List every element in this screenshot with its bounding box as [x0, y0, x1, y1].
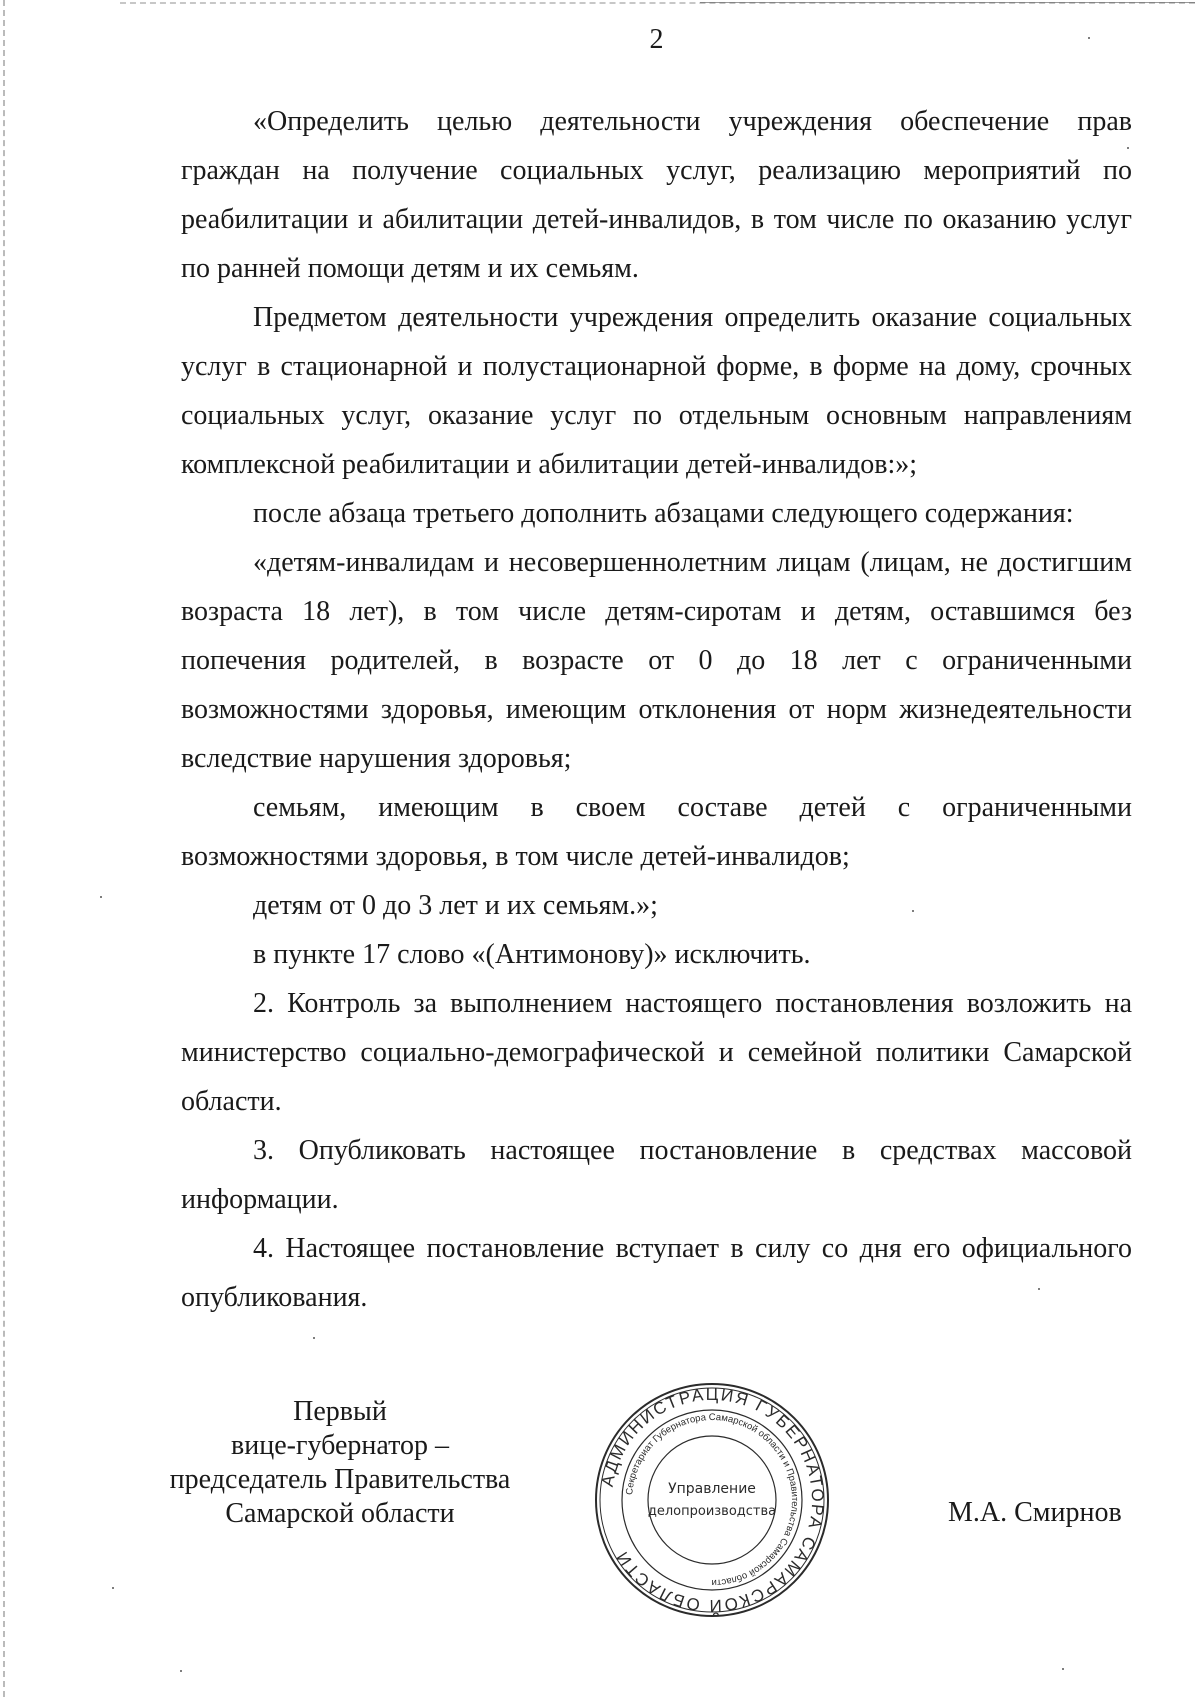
stamp-center-line: Управление [668, 1481, 756, 1497]
page-number: 2 [649, 24, 664, 55]
signatory-line: вице-губернатор – [231, 1430, 449, 1461]
paragraph-purpose: «Определить целью деятельности учреждения обеспечение прав граждан на получение социальных услуг, реализацию мероприятий по реабилитации и абилитации детей-инвалидов, в том числе по оказанию услуг по ранней помощи детям и их семьям. [181, 106, 1132, 284]
paragraph-effective: 4. Настоящее постановление вступает в силу со дня его официального опубликования. [181, 1233, 1132, 1313]
paragraph-families: семьям, имеющим в своем составе детей с ограниченными возможностями здоровья, в том числе детей-инвалидов; [181, 792, 1132, 872]
scan-speck [1038, 1288, 1040, 1290]
stamp-outer-text: АДМИНИСТРАЦИЯ ГУБЕРНАТОРА САМАРСКОЙ ОБЛАСТИ [597, 1384, 828, 1616]
scan-speck [1088, 37, 1090, 39]
scan-speck [1062, 1668, 1064, 1670]
stamp-inner-text: Секретариат Губернатора Самарской области и Правительства Самарской области [624, 1411, 801, 1589]
signatory-line: Первый [293, 1396, 387, 1427]
paragraph-subject: Предметом деятельности учреждения определить оказание социальных услуг в стационарной и полустационарной форме, в форме на дому, срочных социальных услуг, оказание услуг по отдельным основным направлениям комплексной реабилитации и абилитации детей-инвалидов:»; [181, 302, 1132, 480]
scan-speck [112, 1587, 114, 1589]
signatory-line: председатель Правительства [169, 1464, 511, 1495]
signatory-title [140, 1395, 540, 1531]
signatory-line: Самарской области [225, 1498, 455, 1529]
paragraph-children-disabled: «детям-инвалидам и несовершеннолетним лицам (лицам, не достигшим возраста 18 лет), в том числе детям-сиротам и детям, оставшимся без попечения родителей, в возрасте от 0 до 18 лет с ограниченными возможностями здоровья, имеющим отклонения от норм жизнедеятельности вследствие нарушения здоровья; [181, 547, 1132, 774]
scan-speck [180, 1670, 182, 1672]
scan-speck [912, 910, 914, 912]
paragraph-publish: 3. Опубликовать настоящее постановление в средствах массовой информации. [181, 1135, 1132, 1215]
signer-name: М.А. Смирнов [948, 1497, 1122, 1528]
scan-speck [100, 896, 102, 898]
scan-top-line [700, 2, 1195, 3]
official-stamp [592, 1380, 832, 1620]
paragraph-item-17: в пункте 17 слово «(Антимонову)» исключить. [253, 939, 811, 970]
paragraph-control: 2. Контроль за выполнением настоящего постановления возложить на министерство социально-демографической и семейной политики Самарской области. [181, 988, 1132, 1117]
paragraph-amendment-intro: после абзаца третьего дополнить абзацами следующего содержания: [253, 498, 1074, 529]
scan-speck [1127, 147, 1129, 149]
scan-speck [313, 1337, 315, 1339]
paragraph-children-0-3: детям от 0 до 3 лет и их семьям.»; [253, 890, 658, 921]
scan-left-edge [3, 0, 5, 1697]
document-body [181, 97, 1132, 1322]
stamp-center-line: делопроизводства [647, 1504, 777, 1519]
